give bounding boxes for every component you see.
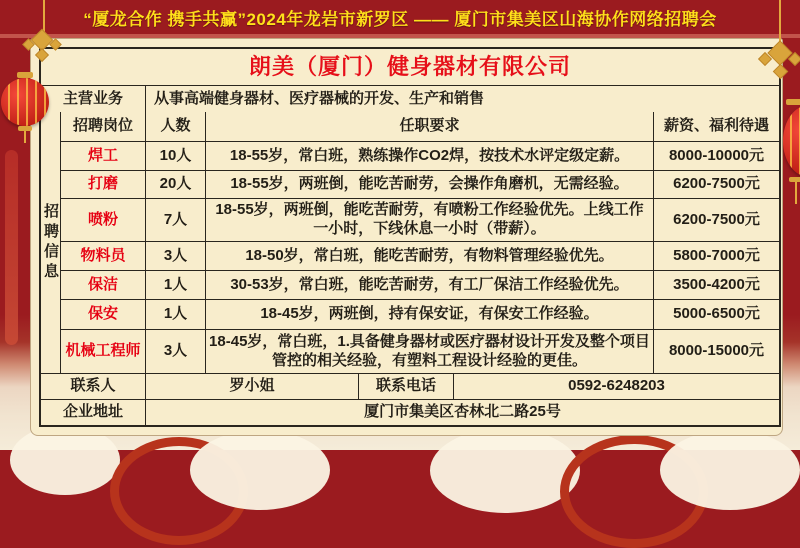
header-salary: 薪资、福利待遇 — [653, 112, 779, 141]
brush-stroke-decoration — [5, 150, 18, 345]
table-row — [61, 241, 779, 270]
table-header-row — [61, 112, 779, 141]
side-vertical-label — [41, 112, 61, 373]
job-salary: 5000-6500元 — [653, 300, 779, 329]
job-title: 保洁 — [87, 275, 118, 293]
job-count: 7人 — [145, 199, 205, 241]
job-title: 打磨 — [87, 175, 118, 193]
table-row — [61, 329, 779, 373]
table-row — [61, 198, 779, 241]
company-title-row — [41, 49, 779, 85]
job-count: 1人 — [145, 300, 205, 329]
business-label: 主营业务 — [62, 89, 123, 107]
event-banner — [0, 0, 800, 34]
job-salary: 3500-4200元 — [653, 271, 779, 299]
recruitment-table — [39, 47, 781, 427]
job-requirements: 18-55岁，两班倒，能吃苦耐劳，有喷粉工作经验优先。上线工作一小时，下线休息一小时（带薪）。 — [205, 199, 653, 241]
jobs-section — [41, 112, 779, 373]
job-count: 3人 — [145, 330, 205, 373]
job-salary: 6200-7500元 — [653, 199, 779, 241]
job-title: 焊工 — [87, 146, 118, 164]
contact-person: 罗小姐 — [145, 374, 358, 399]
job-requirements: 18-55岁，两班倒，能吃苦耐劳，会操作角磨机，无需经验。 — [205, 171, 653, 198]
poster-panel — [30, 38, 783, 436]
job-title: 保安 — [87, 305, 118, 323]
job-requirements: 18-45岁，两班倒，持有保安证，有保安工作经验。 — [205, 300, 653, 329]
cloud-decoration — [430, 428, 580, 513]
contact-phone-label: 联系电话 — [358, 374, 453, 399]
address-value: 厦门市集美区杏林北二路25号 — [145, 400, 779, 425]
table-row — [61, 141, 779, 170]
job-title: 喷粉 — [87, 210, 118, 228]
contact-phone: 0592-6248203 — [453, 374, 779, 399]
job-requirements: 18-55岁，常白班，熟练操作CO2焊，按技术水评定级定薪。 — [205, 142, 653, 170]
job-salary: 5800-7000元 — [653, 242, 779, 270]
table-row — [61, 299, 779, 329]
recruit-info-label: 招聘信息 — [42, 202, 59, 283]
contact-row — [41, 373, 779, 399]
job-count: 20人 — [145, 171, 205, 198]
address-label: 企业地址 — [62, 403, 123, 421]
event-banner-text: “厦龙合作 携手共赢”2024年龙岩市新罗区 —— 厦门市集美区山海协作网络招聘会 — [83, 9, 717, 29]
address-row — [41, 399, 779, 425]
cloud-decoration — [190, 430, 330, 510]
header-count: 人数 — [145, 112, 205, 141]
job-title: 物料员 — [80, 246, 126, 264]
job-requirements: 30-53岁，常白班，能吃苦耐劳，有工厂保洁工作经验优先。 — [205, 271, 653, 299]
company-name: 朗美（厦门）健身器材有限公司 — [248, 54, 571, 80]
main-business-row — [41, 85, 779, 112]
cloud-decoration — [660, 430, 800, 510]
job-salary: 6200-7500元 — [653, 171, 779, 198]
job-salary: 8000-15000元 — [653, 330, 779, 373]
job-count: 10人 — [145, 142, 205, 170]
header-requirements: 任职要求 — [205, 112, 653, 141]
job-count: 3人 — [145, 242, 205, 270]
job-title: 机械工程师 — [65, 342, 141, 360]
header-position: 招聘岗位 — [72, 117, 133, 135]
job-requirements: 18-45岁，常白班，1.具备健身器材或医疗器材设计开发及整个项目管控的相关经验，有塑料工程设计经验的更佳。 — [205, 330, 653, 373]
job-count: 1人 — [145, 271, 205, 299]
job-salary: 8000-10000元 — [653, 142, 779, 170]
table-row — [61, 170, 779, 198]
page-title — [41, 52, 779, 82]
business-value: 从事高端健身器材、医疗器械的开发、生产和销售 — [145, 86, 779, 112]
table-row — [61, 270, 779, 299]
contact-person-label: 联系人 — [70, 377, 116, 395]
job-requirements: 18-50岁，常白班，能吃苦耐劳，有物料管理经验优先。 — [205, 242, 653, 270]
